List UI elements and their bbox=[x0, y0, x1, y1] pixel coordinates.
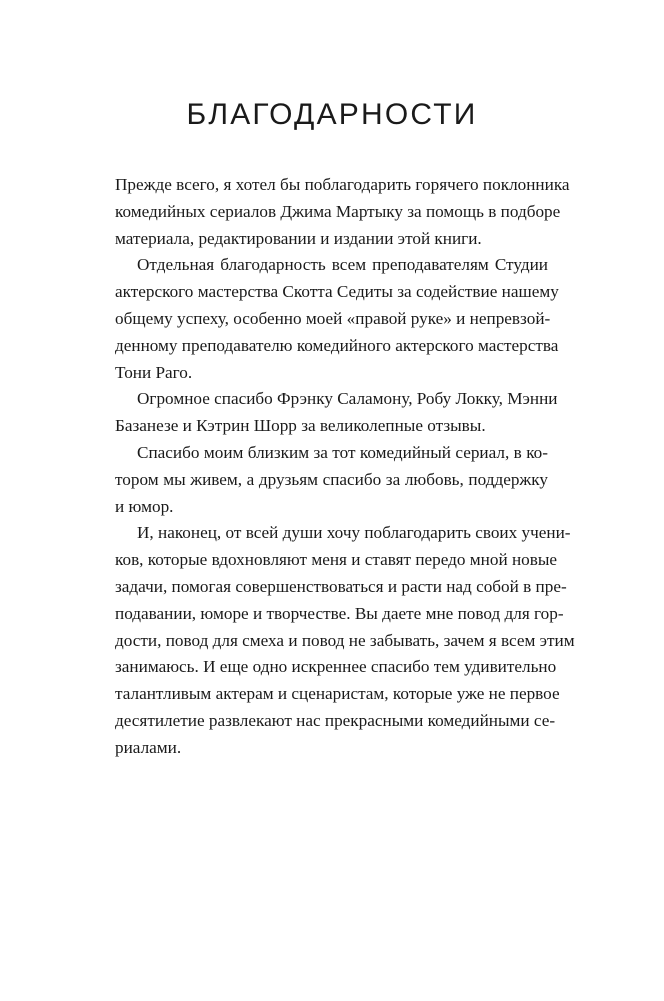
text-line: денному преподавателю комедийного актерского мастерства bbox=[115, 335, 559, 355]
text-line: комедийных сериалов Джима Мартыку за помощь в подборе bbox=[115, 201, 561, 221]
text-line: талантливым актерам и сценаристам, которые уже не первое bbox=[115, 684, 560, 704]
text-line: дости, повод для смеха и повод не забывать, зачем я всем этим bbox=[115, 630, 575, 650]
text-line: Прежде всего, я хотел бы поблагодарить горячего поклонника bbox=[115, 175, 570, 194]
text-line: Базанезе и Кэтрин Шорр за великолепные отзывы. bbox=[115, 416, 486, 436]
text-line: общему успеху, особенно моей «правой руке» и непревзой- bbox=[115, 308, 551, 328]
text-line: актерского мастерства Скотта Седиты за содействие нашему bbox=[115, 282, 559, 302]
text-line: тором мы живем, а друзьям спасибо за любовь, поддержку bbox=[115, 469, 548, 489]
text-line: Спасибо моим близким за тот комедийный сериал, в ко- bbox=[137, 442, 548, 462]
text-line: Тони Раго. bbox=[115, 362, 193, 382]
text-line: И, наконец, от всей души хочу поблагодарить своих учени- bbox=[137, 523, 571, 543]
page-title: БЛАГОДАРНОСТИ bbox=[186, 98, 478, 131]
acknowledgements-text bbox=[115, 172, 575, 762]
text-line: Отдельная благодарность всем преподавателям Студии bbox=[137, 255, 548, 275]
text-line: Огромное спасибо Фрэнку Саламону, Робу Локку, Мэнни bbox=[137, 389, 558, 409]
text-line: занимаюсь. И еще одно искреннее спасибо тем удивительно bbox=[115, 657, 557, 677]
text-line: ков, которые вдохновляют меня и ставят передо мной новые bbox=[115, 550, 558, 570]
text-line: десятилетие развлекают нас прекрасными комедийными се- bbox=[115, 710, 556, 730]
text-line: и юмор. bbox=[115, 496, 174, 516]
text-line: подавании, юморе и творчестве. Вы даете мне повод для гор- bbox=[115, 603, 564, 623]
text-line: риалами. bbox=[115, 737, 182, 757]
text-line: задачи, помогая совершенствоваться и расти над собой в пре- bbox=[115, 576, 567, 596]
text-line: материала, редактировании и издании этой книги. bbox=[115, 228, 482, 248]
